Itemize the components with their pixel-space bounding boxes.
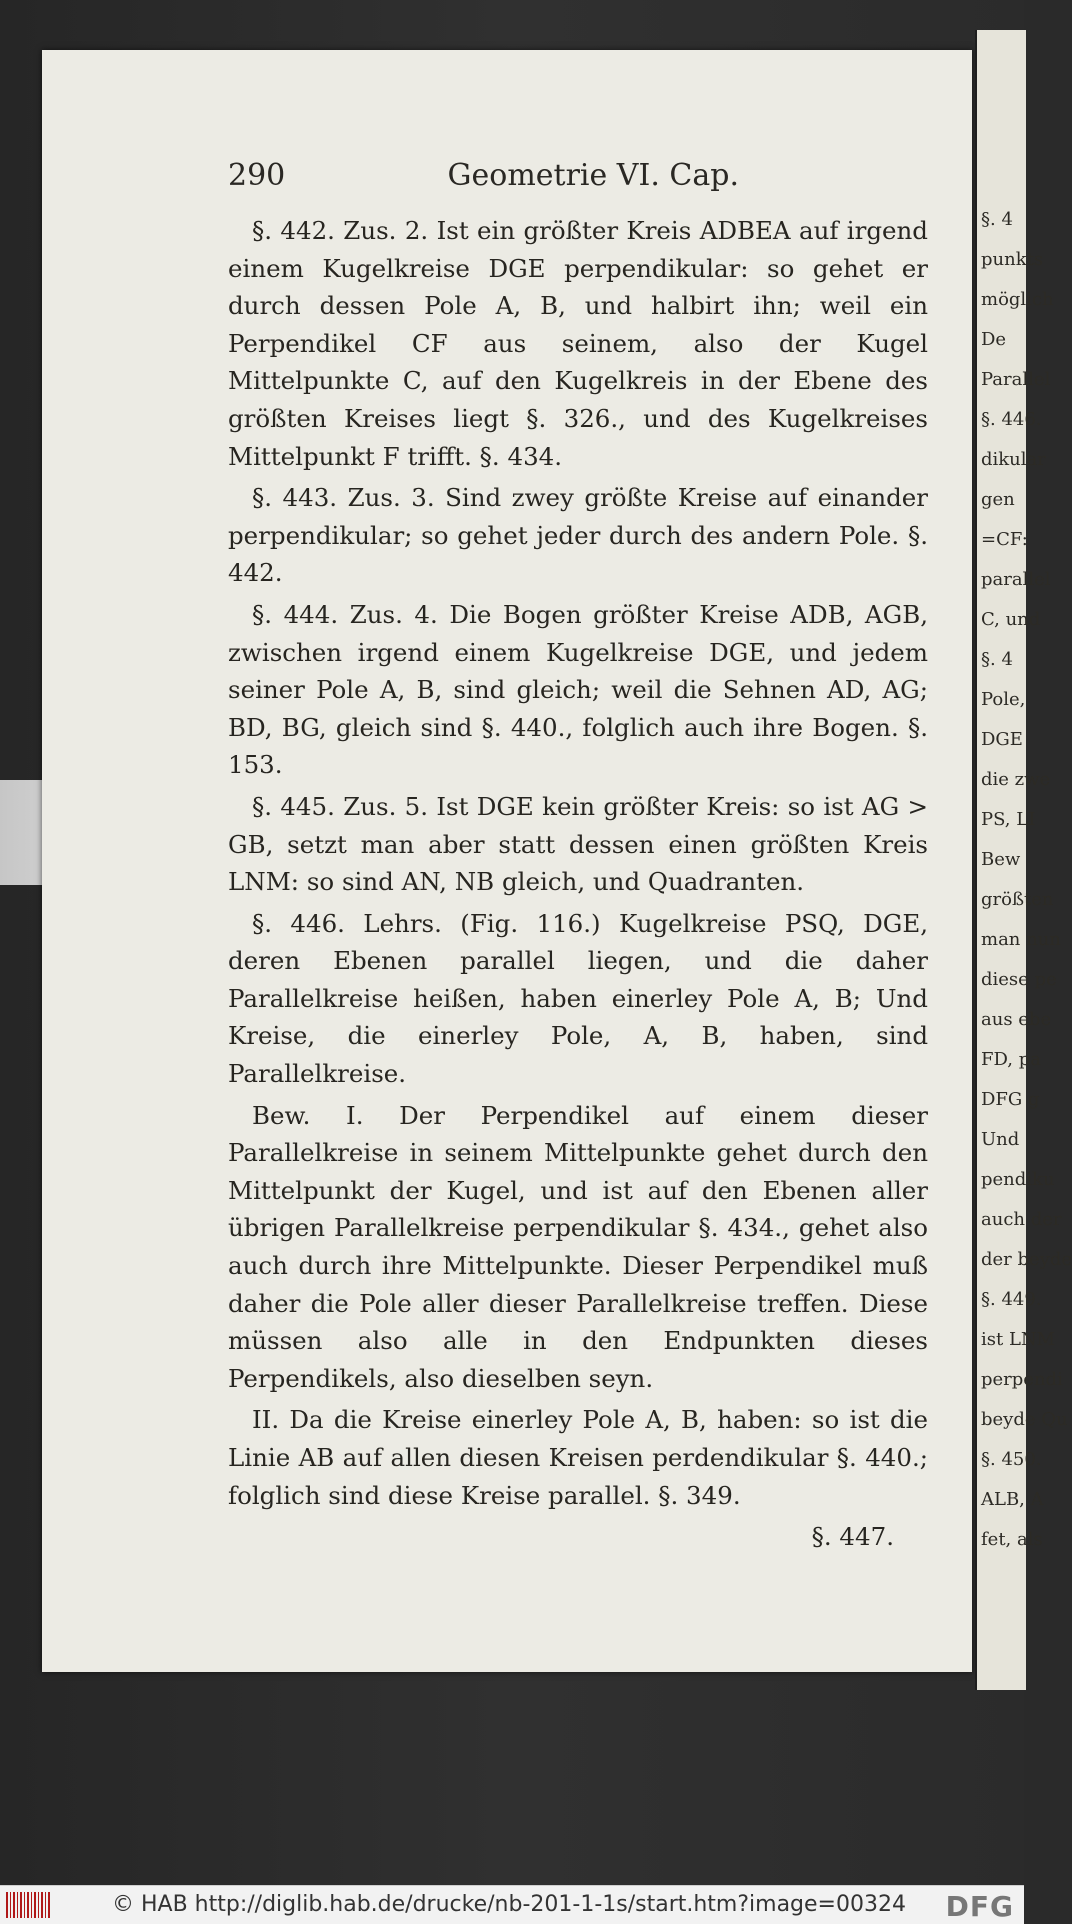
facing-page-fragment: PS, LI: [981, 809, 1036, 830]
paragraph-446: §. 446. Lehrs. (Fig. 116.) Kugelkreise PSQ, DGE, deren Ebenen parallel liegen, und die daher Parallelkreise heißen, haben einerley Pole A, B; Und Kreise, die einerley Pole, A, B, haben, sind Parallelkreise.: [228, 908, 928, 1089]
facing-page-fragment: Parallel: [981, 369, 1051, 390]
facing-page-fragment: Bew: [981, 849, 1021, 870]
facing-page-fragment: perpendi: [981, 1369, 1063, 1390]
facing-page-fragment: Und: [981, 1129, 1020, 1150]
facing-page-fragment: §. 450.: [981, 1449, 1042, 1470]
facing-page-fragment: Pole,: [981, 689, 1026, 710]
facing-page-fragment: =CF:: [981, 529, 1028, 550]
facing-page-fragment: DGE: [981, 729, 1023, 750]
paragraph-444: §. 444. Zus. 4. Die Bogen größter Kreise ADB, AGB, zwischen irgend einem Kugelkreise DGE, und jedem seiner Pole A, B, sind gleich; weil die Sehnen AD, AG; BD, BG, gleich sind §. 440., folglich auch ihre Bogen. §. 153.: [228, 599, 928, 780]
facing-page-fragment: fet, als: [981, 1529, 1043, 1550]
body-text: [228, 212, 928, 1556]
facing-page-fragment: parallel: [981, 569, 1051, 590]
facing-page-fragment: auch der: [981, 1209, 1062, 1230]
facing-page-fragment: gen: [981, 489, 1015, 510]
paragraph-445: §. 445. Zus. 5. Ist DGE kein größter Kreis: so ist AG > GB, setzt man aber statt dessen einen größten Kreis LNM: so sind AN, NB gleich, und Quadranten.: [228, 791, 928, 897]
paragraph-proof-2: II. Da die Kreise einerley Pole A, B, haben: so ist die Linie AB auf allen diesen Kreisen perdendikular §. 440.; folglich sind diese Kreise parallel. §. 349.: [228, 1405, 928, 1510]
facing-page-fragment: die zwe: [981, 769, 1051, 790]
running-head: [228, 158, 928, 193]
facing-page-fragment: C, und: [981, 609, 1041, 630]
viewer-footer: [0, 1885, 1024, 1924]
facing-page-fragment: §. 4: [981, 209, 1013, 230]
facing-page-fragment: aus ebe: [981, 1009, 1052, 1030]
source-credit-link[interactable]: © HAB http://diglib.hab.de/drucke/nb-201-1-1s/start.htm?image=00324: [112, 1892, 906, 1917]
barcode-icon: [6, 1892, 50, 1918]
facing-page-fragment: §. 449.: [981, 1289, 1042, 1310]
facing-page-fragment: man nun: [981, 929, 1061, 950]
paragraph-proof-1: Bew. I. Der Perpendikel auf einem dieser Parallelkreise in seinem Mittelpunkte gehet durch den Mittelpunkt der Kugel, und ist auf den Ebenen aller übrigen Parallelkreise perpendikular §. 434., gehet also auch durch ihre Mittelpunkte. Dieser Perpendikel muß daher die Pole aller dieser Parallelkreise treffen. Diese müssen also alle in den Endpunkten dieses Perpendikels, also dieselben seyn.: [228, 1100, 928, 1393]
facing-page-edge: [975, 30, 1072, 1690]
chapter-title: Geometrie VI. Cap.: [447, 158, 739, 193]
dfg-logo: DFG: [945, 1890, 1014, 1923]
facing-page-fragment: ALB, A: [981, 1489, 1044, 1510]
facing-page-fragment: pendiku: [981, 1169, 1055, 1190]
paragraph-443: §. 443. Zus. 3. Sind zwey größte Kreise auf einander perpendikular; so gehet jeder durch des andern Pole. §. 442.: [228, 483, 928, 588]
facing-page-fragment: beyde Qu: [981, 1409, 1068, 1430]
facing-page-fragment: größten: [981, 889, 1054, 910]
facing-page-fragment: DFG g: [981, 1089, 1040, 1110]
facing-page-fragment: der beyde: [981, 1249, 1072, 1270]
facing-page-fragment: De: [981, 329, 1007, 350]
facing-page-fragment: ist LNM: [981, 1329, 1056, 1350]
facing-page-fragments: [977, 30, 1072, 1560]
paragraph-442: §. 442. Zus. 2. Ist ein größter Kreis ADBEA auf irgend einem Kugelkreise DGE perpendikular: so gehet er durch dessen Pole A, B, und halbirt ihn; weil ein Perpendikel CF aus seinem, also der Kugel Mittelpunkte C, auf den Kugelkreis in der Ebene des größten Kreises liegt §. 326., und des Kugelkreises Mittelpunkt F trifft. §. 434.: [228, 216, 928, 471]
page-number: 290: [228, 158, 286, 193]
facing-page-fragment: dikular: [981, 449, 1046, 470]
catchword: §. 447.: [811, 1522, 894, 1552]
facing-page-fragment: diese pe: [981, 969, 1057, 990]
facing-page-fragment: FD, pa: [981, 1049, 1041, 1070]
facing-page-fragment: §. 446.: [981, 409, 1042, 430]
facing-page-fragment: punkts: [981, 249, 1044, 270]
facing-page-fragment: möglich: [981, 289, 1054, 310]
facing-page-fragment: §. 4: [981, 649, 1013, 670]
